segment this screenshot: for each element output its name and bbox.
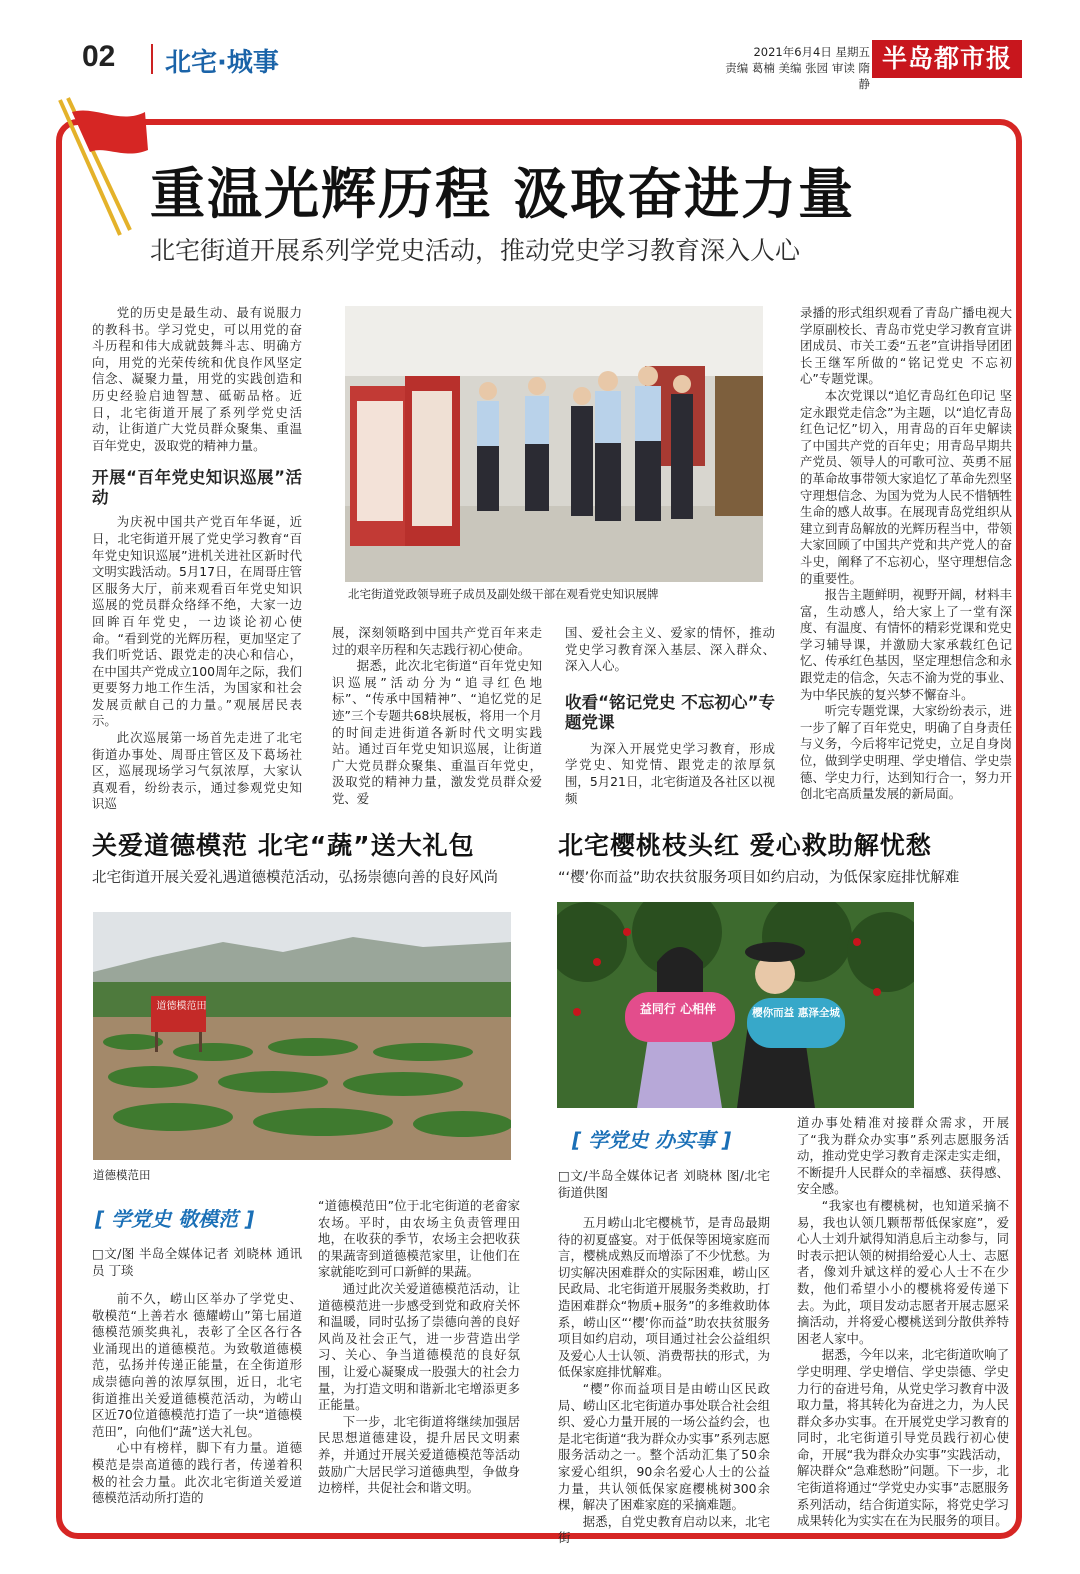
lead-paragraph: 报告主题鲜明，视野开阔，材料丰富，生动感人，给大家上了一堂有深度、有温度、有情怀的精彩党课和党史学习辅导课，并激励大家承载红色记忆、传承红色基因，坚定理想信念和永跟党走的信念，矢志不渝为党的事业、为中华民族的复兴梦不懈奋斗。 (800, 587, 1012, 702)
section-title: 北宅·城事 (165, 48, 279, 78)
left-story-tag: [ 学党史 敬模范 ] (95, 1207, 255, 1231)
right-story-tag: [ 学党史 办实事 ] (572, 1128, 732, 1152)
lead-subheadline: 北宅街道开展系列学党史活动，推动党史学习教育深入人心 (150, 236, 801, 265)
left-story-headline: 关爱道德模范 北宅“蔬”送大礼包 (92, 831, 475, 860)
dateline (720, 44, 870, 92)
right-story-headline: 北宅樱桃枝头红 爱心救助解忧愁 (558, 831, 932, 860)
placard-right: 樱你而益 惠泽全城 (752, 1007, 840, 1019)
lead-subhead-1: 开展“百年党史知识巡展”活动 (92, 468, 302, 508)
left-story-column-2 (318, 1198, 520, 1497)
page-number: 02 (82, 40, 116, 73)
left-story-paragraph: “道德模范田”位于北宅街道的老畲家农场。平时，由农场主负责管理田地，在收获的季节，农场主会把收获的果蔬寄到道德模范家里，让他们在家就能吃到可口新鲜的果蔬。 (318, 1198, 520, 1280)
left-story-photo (93, 912, 511, 1160)
lead-paragraph: 为深入开展党史学习教育，形成学党史、知党情、跟党走的浓厚氛围，5月21日，北宅街道及各社区以视频 (565, 740, 775, 806)
left-story-photo-caption: 道德模范田 (93, 1168, 151, 1182)
right-story-paragraph: “樱”你而益项目是由崂山区民政局、崂山区北宅街道办事处联合社会组织、爱心力量开展的一场公益约会，也是北宅街道“我为群众办实事”系列志愿服务活动之一。整个活动汇集了50余家爱心组织，90余名爱心人士的公益力量，共认领低保家庭樱桃树300余棵，解决了困难家庭的采摘难题。 (558, 1380, 770, 1513)
header-divider (151, 44, 153, 74)
lead-intro: 党的历史是最生动、最有说服力的教科书。学习党史，可以用党的奋斗历程和伟大成就鼓舞斗志、明确方向，用党的光荣传统和优良作风坚定信念、凝聚力量，用党的实践创造和历史经验启迪智慧、砥砺品格。近日，北宅街道开展了系列学党史活动，让街道广大党员群众聚集、重温百年党史，汲取党的精神力量。 (92, 305, 302, 453)
lead-paragraph: 听完专题党课，大家纷纷表示，进一步了解了百年党史，明确了自身责任与义务，今后将牢记党史，立足自身岗位，做到学史明理、学史增信、学史崇德、学史力行，达到知行合一，努力开创北宅高质量发展的新局面。 (800, 703, 1012, 802)
lead-paragraph: 本次党课以“追忆青岛红色印记 坚定永跟党走信念”为主题，以“追忆青岛红色记忆”切入，用青岛的百年史解读了中国共产党的百年史；用青岛早期共产党员、领导人的可歌可泣、英勇不屈的革命故事带领大家追忆了革命先烈坚守理想信念、为国为党为人民不惜牺牲生命的感人故事。在展现青岛党组织从建立到青岛解放的光辉历程当中，带领大家回顾了中国共产党和共产党人的奋斗史，阐释了不忘初心，坚守理想信念的重要性。 (800, 387, 1012, 586)
right-story-paragraph: “我家也有樱桃树，也知道采摘不易，我也认领几颗帮帮低保家庭”，爱心人士刘升斌得知消息后主动参与，同时表示把认领的树捐给爱心人士、志愿者，像刘升斌这样的爱心人士不在少数，他们希望小小的樱桃将爱传递下去。为此，项目发动志愿者开展志愿采摘活动，并将爱心樱桃送到分散供养特困老人家中。 (797, 1197, 1009, 1346)
left-story-subheadline: 北宅街道开展关爱礼遇道德模范活动，弘扬崇德向善的良好风尚 (92, 870, 498, 886)
lead-paragraph: 展，深刻领略到中国共产党百年来走过的艰辛历程和矢志践行初心使命。 (332, 625, 542, 657)
right-story-subheadline: “‘樱’你而益”助农扶贫服务项目如约启动，为低保家庭排忧解难 (558, 870, 960, 886)
right-story-photo (557, 902, 914, 1108)
left-story-paragraph: 下一步，北宅街道将继续加强居民思想道德建设，提升居民文明素养，并通过开展关爱道德模范等活动鼓励广大居民学习道德典型，争做身边榜样，共促社会和谐文明。 (318, 1413, 520, 1496)
lead-paragraph: 此次巡展第一场首先走进了北宅街道办事处、周哥庄管区及下葛场社区，巡展现场学习气氛浓厚，大家认真观看，纷纷表示，通过参观党史知识巡 (92, 730, 302, 812)
placard-left: 益同行 心相伴 (639, 1002, 717, 1016)
lead-paragraph: 国、爱社会主义、爱家的情怀，推动党史学习教育深入基层、深入群众、深入人心。 (565, 625, 775, 674)
right-story-paragraph: 道办事处精准对接群众需求，开展了“我为群众办实事”系列志愿服务活动，推动党史学习教育走深走实走细，不断提升人民群众的幸福感、获得感、安全感。 (797, 1115, 1009, 1197)
lead-column-4 (800, 305, 1012, 803)
lead-photo (345, 306, 763, 582)
left-story-paragraph: 心中有榜样，脚下有力量。道德模范是崇高道德的践行者，传递着积极的社会力量。此次北宅街道关爱道德模范活动所打造的 (92, 1440, 302, 1506)
left-story-column-1 (92, 1245, 302, 1507)
issue-date: 2021年6月4日 星期五 (753, 45, 870, 59)
party-flag-icon (50, 90, 150, 240)
right-story-byline: □文/半岛全媒体记者 刘晓林 图/北宅街道供图 (558, 1168, 770, 1200)
left-story-byline: □文/图 半岛全媒体记者 刘晓林 通讯员 丁琰 (92, 1246, 302, 1278)
right-story-column-1 (558, 1167, 770, 1547)
right-story-paragraph: 五月崂山北宅樱桃节，是青岛最期待的初夏盛宴。对于低保等困境家庭而言，樱桃成熟反而增添了不少忧愁。为切实解决困难群众的实际困难，崂山区民政局、北宅街道开展服务类救助，打造困难群众“物质+服务”的多维救助体系，崂山区“‘樱’你而益”助农扶贫服务项目如约启动，项目通过社会公益组织及爱心人士认领、消费帮扶的形式，为低保家庭排忧解难。 (558, 1215, 770, 1380)
right-story-column-2 (797, 1115, 1009, 1530)
lead-subhead-2: 收看“铭记党史 不忘初心”专题党课 (565, 692, 775, 732)
lead-headline: 重温光辉历程 汲取奋进力量 (150, 162, 856, 226)
left-story-paragraph: 通过此次关爱道德模范活动，让道德模范进一步感受到党和政府关怀和温暖，同时弘扬了崇德向善的良好风尚及社会正气，进一步营造出学习、关心、争当道德模范的良好氛围，让爱心凝聚成一股强大的社会力量，为打造文明和谐新北宅增添更多正能量。 (318, 1280, 520, 1413)
lead-column-1 (92, 305, 302, 813)
masthead-logo: 半岛都市报 (872, 40, 1022, 78)
editor-credits: 责编 葛楠 美编 张园 审读 隋静 (725, 61, 870, 91)
lead-photo-caption: 北宅街道党政领导班子成员及副处级干部在观看党史知识展牌 (348, 587, 659, 601)
lead-column-3 (565, 625, 775, 807)
lead-paragraph: 为庆祝中国共产党百年华诞，近日，北宅街道开展了党史学习教育“百年党史知识巡展”进机关进社区新时代文明实践活动。5月17日，在周哥庄管区服务大厅，前来观看百年党史知识巡展的党员群众络绎不绝，大家一边回眸百年党史，一边谈论初心使命。“看到党的光辉历程，更加坚定了我们听党话、跟党走的决心和信心，在中国共产党成立100周年之际，我们更要努力地工作生活，为国家和社会发展贡献自己的力量。”观展居民表示。 (92, 514, 302, 729)
demonstration-field-sign: 道德模范田 (156, 1001, 207, 1012)
left-story-paragraph: 前不久，崂山区举办了学党史、敬模范“上善若水 德耀崂山”第七届道德模范颁奖典礼，表彰了全区各行各业涌现出的道德模范。为致敬道德模范，弘扬并传递正能量，在全街道形成崇德向善的浓厚氛围，近日，北宅街道推出关爱道德模范活动，为崂山区近70位道德模范打造了一块“道德模范田”，向他们“蔬”送大礼包。 (92, 1291, 302, 1439)
right-story-paragraph: 据悉，自党史教育启动以来，北宅街 (558, 1513, 770, 1546)
lead-paragraph: 据悉，此次北宅街道“百年党史知识巡展”活动分为“追寻红色地标”、“传承中国精神”、“追忆党的足迹”三个专题共68块展板，将用一个月的时间走进街道各新时代文明实践站。通过百年党史知识巡展，让街道广大党员群众聚集、重温百年党史，汲取党的精神力量，激发党员群众爱党、爱 (332, 658, 542, 806)
right-story-paragraph: 据悉，今年以来，北宅街道吹响了学史明理、学史增信、学史崇德、学史力行的奋进号角，从党史学习教育中汲取力量，将其转化为奋进之力，为人民群众多办实事。在开展党史学习教育的同时，北宅街道引导党员践行初心使命，开展“我为群众办实事”实践活动，解决群众“急难愁盼”问题。下一步，北宅街道将通过“学党史办实事”志愿服务系列活动，结合街道实际，将党史学习成果转化为实实在在为民服务的项目。 (797, 1347, 1009, 1529)
lead-paragraph: 录播的形式组织观看了青岛广播电视大学原副校长、青岛市党史学习教育宣讲团成员、市关工委“五老”宣讲指导团团长王继军所做的“铭记党史 不忘初心”专题党课。 (800, 305, 1012, 387)
lead-column-2 (332, 625, 542, 808)
